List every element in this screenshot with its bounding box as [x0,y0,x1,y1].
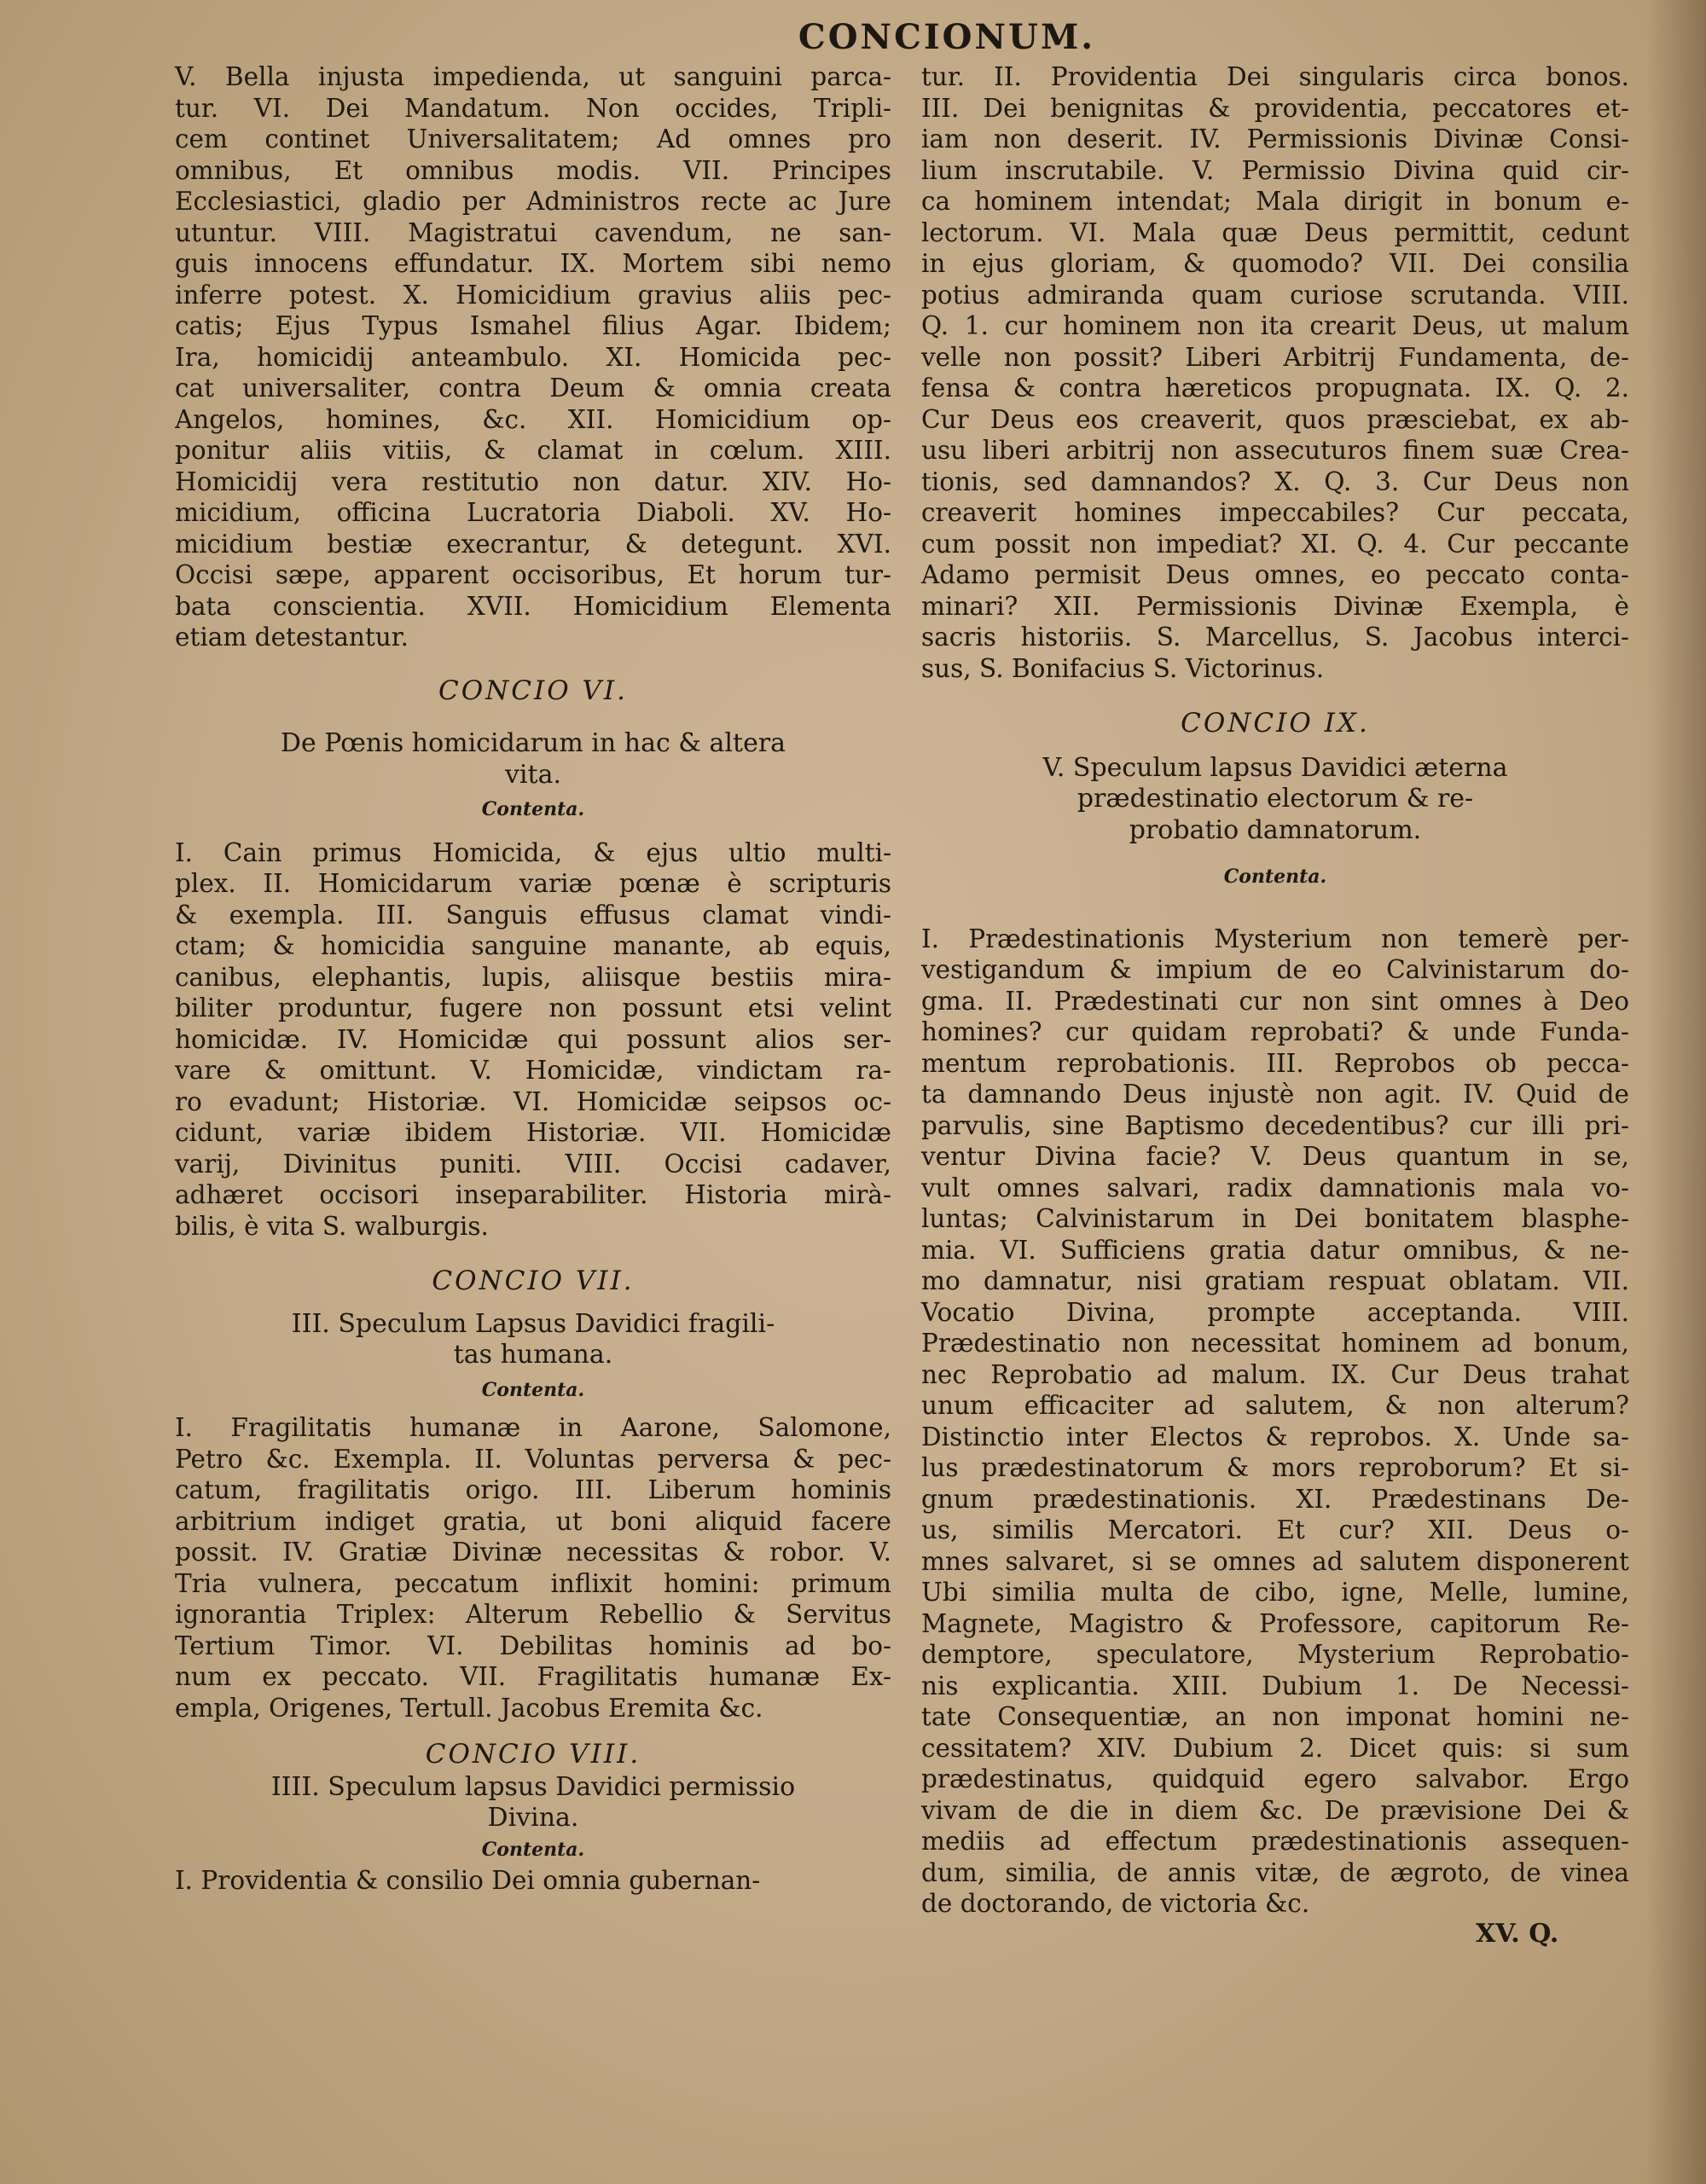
contents-line: gma. II. Prædestinati cur non sint omnes à Deo [921,986,1629,1016]
contents-line: us, similis Mercatori. Et cur? XII. Deus o- [921,1515,1629,1544]
contents-line: cidunt, variæ ibidem Historiæ. VII. Homicidæ [175,1118,891,1147]
contents-line: mia. VI. Sufficiens gratia datur omnibus, & ne- [921,1235,1629,1265]
catchword: XV. Q. [1476,1919,1559,1949]
text-line: omnibus, Et omnibus modis. VII. Principes [175,155,891,185]
text-line: micidium bestiæ execrantur, & detegunt. XVI. [175,529,891,559]
title-line: IIII. Speculum lapsus Davidici permissio [270,1771,796,1802]
right-column [921,61,1629,1920]
text-line: Adamo permisit Deus omnes, eo peccato conta- [921,560,1629,589]
text-line: tionis, sed damnandos? X. Q. 3. Cur Deus non [921,466,1629,496]
text-line: iam non deserit. IV. Permissionis Divinæ Consi- [921,125,1629,154]
contents-line: plex. II. Homicidarum variæ pœnæ è scripturis [175,869,891,898]
contents-line: Ubi similia multa de cibo, igne, Melle, lumine, [921,1578,1629,1607]
text-line: tur. VI. Dei Mandatum. Non occides, Tripli- [175,93,891,123]
contents-line: vult omnes salvari, radix damnationis mala vo- [921,1173,1629,1202]
contents-line: num ex peccato. VII. Fragilitatis humanæ Ex- [175,1662,891,1691]
contents-line: I. Fragilitatis humanæ in Aarone, Salomone, [175,1413,891,1442]
concio-6-contents [175,837,891,1243]
contents-line: catum, fragilitatis origo. III. Liberum hominis [175,1475,891,1504]
text-line: potius admiranda quam curiose scrutanda. VIII. [921,280,1629,310]
contents-line: ctam; & homicidia sanguine manante, ab equis, [175,931,891,960]
text-line: sacris historiis. S. Marcellus, S. Jacobus interci- [921,623,1629,652]
contents-line: bilis, è vita S. walburgis. [175,1211,489,1241]
contents-line: Tria vulnera, peccatum inflixit homini: primum [175,1568,891,1598]
text-line: minari? XII. Permissionis Divinæ Exempla, è [921,591,1629,621]
contents-line: & exempla. III. Sanguis effusus clamat vindi- [175,900,891,930]
text-line: cat universaliter, contra Deum & omnia creata [175,374,891,403]
contents-line: Prædestinatio non necessitat hominem ad bonum, [921,1329,1629,1358]
title-line: III. Speculum Lapsus Davidici fragili- [291,1308,775,1339]
contents-line: vare & omittunt. V. Homicidæ, vindictam ra- [175,1056,891,1085]
text-line: catis; Ejus Typus Ismahel filius Agar. Ibidem; [175,311,891,340]
text-line: cum possit non impediat? XI. Q. 4. Cur peccante [921,529,1629,559]
title-line: V. Speculum lapsus Davidici æterna [1042,752,1508,783]
title-line: tas humana. [453,1340,613,1370]
concio-9-title [921,753,1629,847]
text-line: III. Dei benignitas & providentia, peccatores et- [921,93,1629,123]
contents-line: demptore, speculatore, Mysterium Reprobatio- [921,1640,1629,1669]
contents-line: nec Reprobatio ad malum. IX. Cur Deus trahat [921,1359,1629,1389]
contents-line: possit. IV. Gratiæ Divinæ necessitas & robor. V. [175,1538,891,1567]
concio-6-title [175,728,891,791]
text-line: ponitur aliis vitiis, & clamat in cœlum. XIII. [175,436,891,465]
text-line: velle non possit? Liberi Arbitrij Fundamenta, de- [921,342,1629,372]
text-line: lium inscrutabile. V. Permissio Divina quid cir- [921,155,1629,185]
contents-line: tate Consequentiæ, an non imponat homini ne- [921,1702,1629,1731]
right-top-paragraph [921,61,1629,684]
contents-line: mo damnatur, nisi gratiam respuat oblatam. VII. [921,1266,1629,1295]
text-line: V. Bella injusta impedienda, ut sanguini parca- [175,62,891,91]
title-line: De Pœnis homicidarum in hac & altera [280,728,786,758]
contents-line: homines? cur quidam reprobati? & unde Funda- [921,1017,1629,1046]
title-line: vita. [504,759,562,790]
contents-line: Magnete, Magistro & Professore, capitorum Re- [921,1608,1629,1638]
text-line: Cur Deus eos creaverit, quos præsciebat, ex ab- [921,404,1629,434]
contents-line: adhæret occisori inseparabiliter. Historia mirà- [175,1180,891,1209]
text-line: bata conscientia. XVII. Homicidium Elementa [175,591,891,621]
concio-9-contents [921,924,1629,1920]
contents-line: I. Providentia & consilio Dei omnia gubernan- [175,1866,761,1895]
contents-line: parvulis, sine Baptismo decedentibus? cur illi pri- [921,1110,1629,1140]
text-line: etiam detestantur. [175,623,409,652]
text-line: sus, S. Bonifacius S. Victorinus. [921,653,1325,683]
contents-line: prædestinatus, quidquid egero salvabor. Ergo [921,1764,1629,1793]
page-edge-shadow [1646,0,1706,2184]
text-line: creaverit homines impeccabiles? Cur peccata, [921,498,1629,527]
contents-line: I. Cain primus Homicida, & ejus ultio multi- [175,837,891,867]
concio-8-title [175,1772,891,1834]
contents-line: mnes salvaret, si se omnes ad salutem disponerent [921,1546,1629,1576]
text-line: utuntur. VIII. Magistratui cavendum, ne san- [175,217,891,247]
contents-line: varij, Divinitus puniti. VIII. Occisi cadaver, [175,1149,891,1179]
contents-line: luntas; Calvinistarum in Dei bonitatem blasphe- [921,1204,1629,1233]
text-line: ca hominem intendat; Mala dirigit in bonum e- [921,187,1629,216]
concio-9-contenta: Contenta. [1223,866,1327,888]
text-line: guis innocens effundatur. IX. Mortem sibi nemo [175,249,891,278]
concio-7-contenta: Contenta. [481,1378,585,1401]
contents-line: dum, similia, de annis vitæ, de ægroto, de vinea [921,1857,1629,1887]
contents-line: mediis ad effectum prædestinationis assequen- [921,1827,1629,1856]
contents-line: unum efficaciter ad salutem, & non alterum? [921,1391,1629,1420]
contents-line: mentum reprobationis. III. Reprobos ob pecca- [921,1048,1629,1078]
concio-7-contents [175,1412,891,1723]
title-line: probatio damnatorum. [1129,814,1422,845]
text-line: Ira, homicidij anteambulo. XI. Homicida pec- [175,342,891,372]
left-top-paragraph [175,61,891,653]
contents-line: ta damnando Deus injustè non agit. IV. Quid de [921,1080,1629,1109]
contents-line: cessitatem? XIV. Dubium 2. Dicet quis: si sum [921,1733,1629,1763]
concio-9-heading: CONCIO IX. [1181,708,1370,739]
concio-8-contents [175,1865,891,1897]
contents-line: Vocatio Divina, prompte acceptanda. VIII. [921,1297,1629,1327]
concio-6-contenta: Contenta. [481,798,585,820]
contents-line: nis explicantia. XIII. Dubium 1. De Necessi- [921,1671,1629,1700]
contents-line: empla, Origenes, Tertull. Jacobus Eremita &c. [175,1693,763,1723]
text-line: lectorum. VI. Mala quæ Deus permittit, cedunt [921,217,1629,247]
contents-line: I. Prædestinationis Mysterium non temerè per- [921,924,1629,953]
contents-line: canibus, elephantis, lupis, aliisque bestiis mira- [175,962,891,992]
contents-line: vestigandum & impium de eo Calvinistarum do- [921,955,1629,984]
contents-line: biliter produntur, fugere non possunt etsi velint [175,994,891,1022]
text-line: cem continet Universalitatem; Ad omnes pro [175,125,891,154]
contents-line: Tertium Timor. VI. Debilitas hominis ad bo- [175,1631,891,1660]
concio-7-title [175,1309,891,1371]
text-line: tur. II. Providentia Dei singularis circa bonos. [921,62,1629,91]
contents-line: vivam de die in diem &c. De prævisione Dei & [921,1795,1629,1825]
text-line: fensa & contra hæreticos propugnata. IX. Q. 2. [921,374,1629,403]
concio-6-heading: CONCIO VI. [438,675,628,706]
concio-8-contenta: Contenta. [481,1838,585,1861]
contents-line: Distinctio inter Electos & reprobos. X. Unde sa- [921,1422,1629,1451]
running-head: CONCIONUM. [798,17,1096,57]
concio-8-heading: CONCIO VIII. [425,1739,641,1770]
contents-line: ventur Divina facie? V. Deus quantum in se, [921,1142,1629,1171]
text-line: Angelos, homines, &c. XII. Homicidium op- [175,404,891,434]
title-line: Divina. [487,1803,579,1833]
text-line: Q. 1. cur hominem non ita crearit Deus, ut malum [921,311,1629,340]
contents-line: arbitrium indiget gratia, ut boni aliquid facere [175,1506,891,1536]
contents-line: ignorantia Triplex: Alterum Rebellio & Servitus [175,1600,891,1629]
title-line: prædestinatio electorum & re- [1076,784,1474,814]
text-line: micidium, officina Lucratoria Diaboli. XV. Ho- [175,498,891,527]
text-line: usu liberi arbitrij non assecuturos finem suæ Crea- [921,436,1629,465]
text-line: Occisi sæpe, apparent occisoribus, Et horum tur- [175,560,891,589]
contents-line: de doctorando, de victoria &c. [921,1889,1310,1918]
contents-line: homicidæ. IV. Homicidæ qui possunt alios ser- [175,1024,891,1054]
text-line: Ecclesiastici, gladio per Administros recte ac Jure [175,187,891,216]
text-line: Homicidij vera restitutio non datur. XIV. Ho- [175,466,891,496]
text-line: in ejus gloriam, & quomodo? VII. Dei consilia [921,249,1629,278]
contents-line: ro evadunt; Historiæ. VI. Homicidæ seipsos oc- [175,1086,891,1116]
concio-7-heading: CONCIO VII. [432,1266,635,1296]
left-column [175,61,891,1897]
contents-line: gnum prædestinationis. XI. Prædestinans De- [921,1484,1629,1514]
contents-line: Petro &c. Exempla. II. Voluntas perversa & pec- [175,1444,891,1474]
text-line: inferre potest. X. Homicidium gravius aliis pec- [175,280,891,310]
contents-line: lus prædestinatorum & mors reproborum? Et si- [921,1453,1629,1482]
